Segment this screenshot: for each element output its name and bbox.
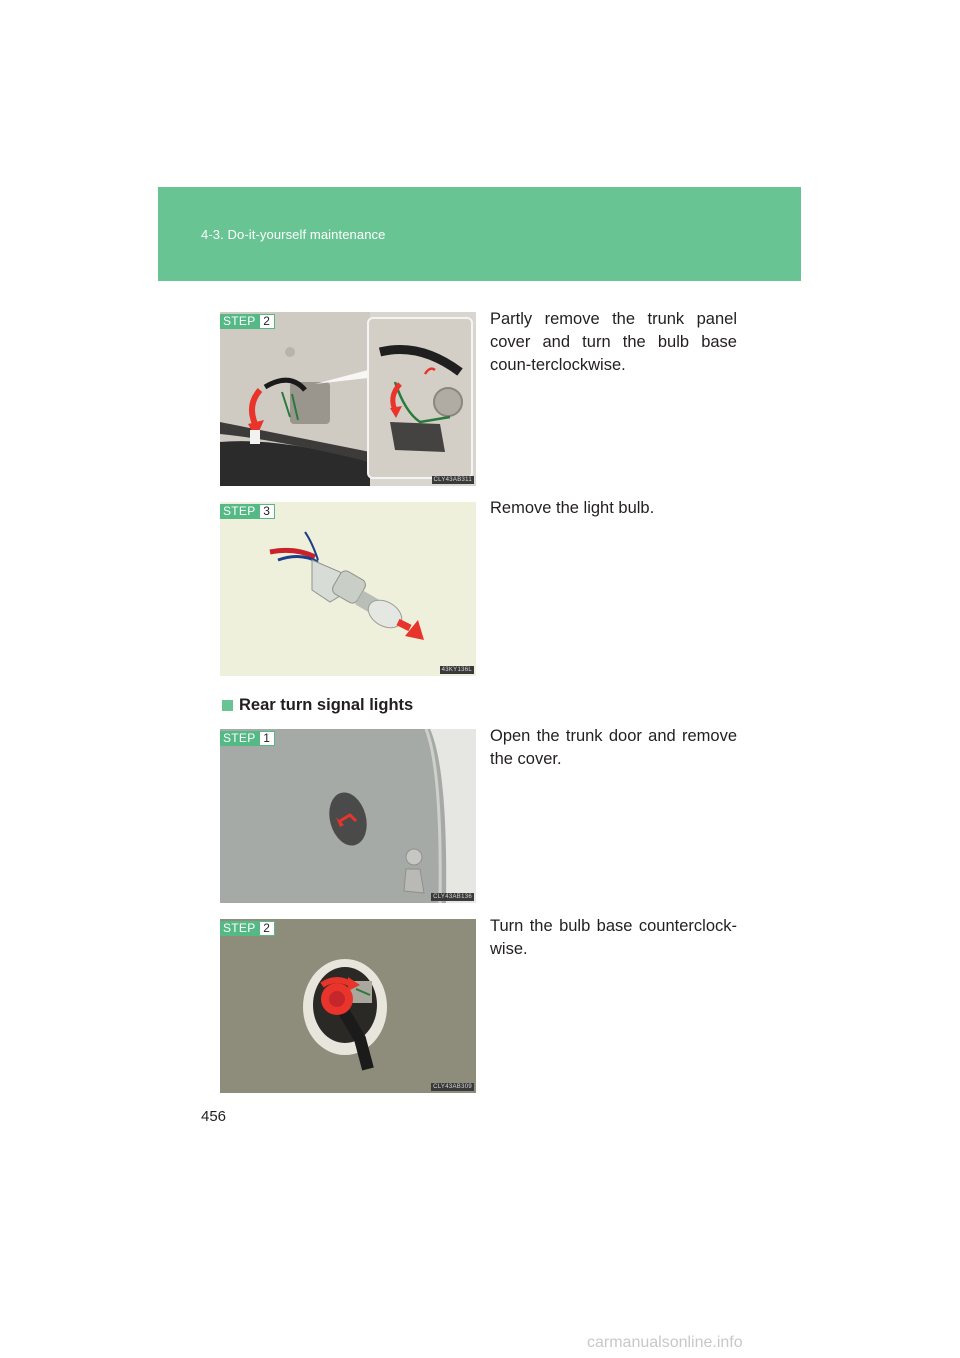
step-badge — [220, 921, 275, 936]
section-heading — [222, 696, 413, 715]
light-bulb-illustration — [220, 502, 476, 676]
image-code: CLY43AB311 — [433, 477, 472, 483]
step-description: Partly remove the trunk panel cover and turn the bulb base coun-terclockwise. — [490, 310, 737, 374]
figure-turn-bulb-base — [220, 919, 476, 1093]
step-description: Remove the light bulb. — [490, 499, 655, 517]
step-description: Open the trunk door and remove the cover. — [490, 727, 737, 768]
bulb-base-illustration — [220, 919, 476, 1093]
section-heading-text: Rear turn signal lights — [239, 696, 414, 714]
trunk-panel-illustration — [220, 312, 476, 486]
square-bullet-icon — [222, 700, 233, 711]
step-number: 2 — [259, 314, 275, 329]
image-code: CLY43AB309 — [433, 1084, 472, 1090]
page-number: 456 — [201, 1108, 227, 1125]
image-code: CLY43AB136 — [433, 894, 472, 900]
step-number: 1 — [259, 731, 275, 746]
image-code: 43KY136L — [441, 667, 472, 673]
step-description: Turn the bulb base counterclock-wise. — [490, 917, 737, 958]
trunk-cover-illustration — [220, 729, 476, 903]
figure-open-trunk-cover — [220, 729, 476, 903]
figure-remove-light-bulb — [220, 502, 476, 676]
section-title: 4-3. Do-it-yourself maintenance — [201, 227, 386, 242]
step-label: STEP — [220, 731, 259, 746]
step-label: STEP — [220, 314, 259, 329]
step-number: 2 — [259, 921, 275, 936]
step-badge — [220, 314, 275, 329]
watermark: carmanualsonline.info — [587, 1334, 743, 1351]
step-badge — [220, 731, 275, 746]
step-label: STEP — [220, 504, 259, 519]
step-number: 3 — [259, 504, 275, 519]
section-header — [158, 187, 801, 281]
step-label: STEP — [220, 921, 259, 936]
figure-trunk-panel-bulb-base — [220, 312, 476, 486]
step-badge — [220, 504, 275, 519]
